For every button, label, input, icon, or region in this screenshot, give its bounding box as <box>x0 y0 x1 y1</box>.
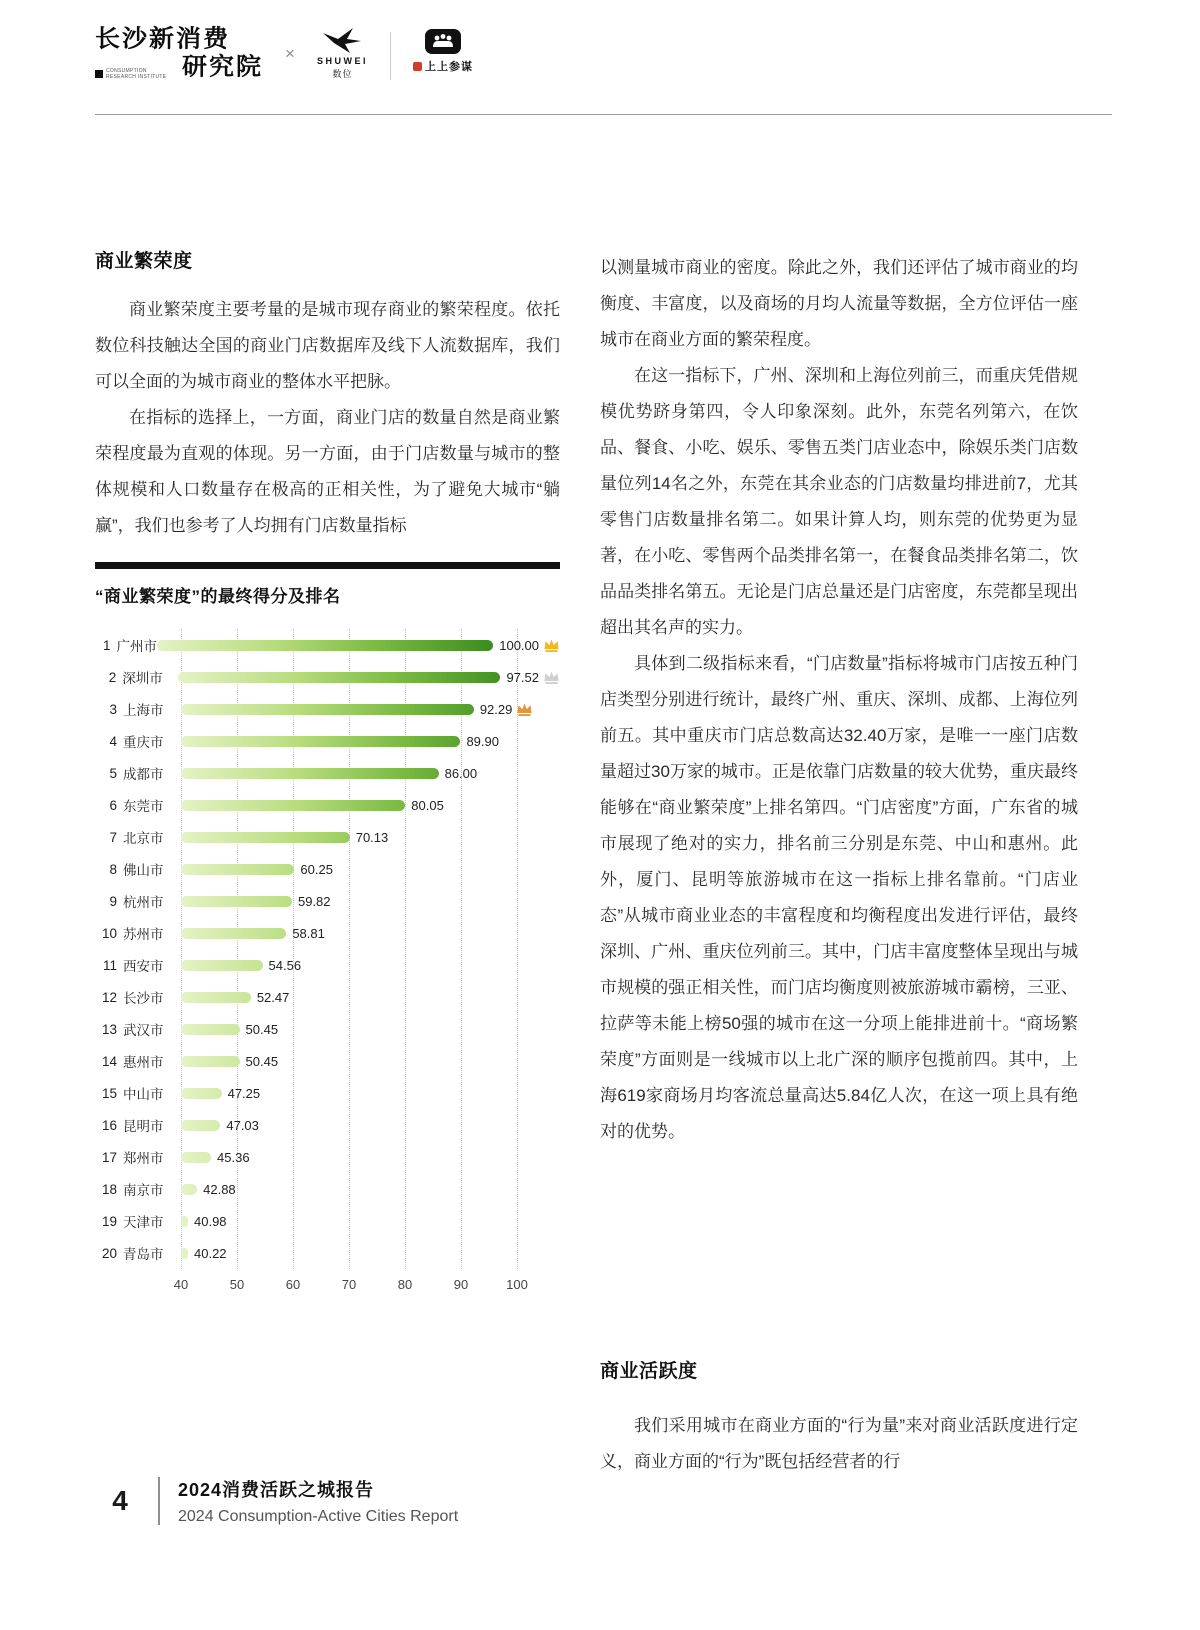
axis-tick-label: 40 <box>173 1277 189 1292</box>
bar-plot <box>181 1045 560 1077</box>
chart-row <box>95 629 560 661</box>
footer-titles <box>178 1476 458 1526</box>
score-value: 70.13 <box>355 829 389 845</box>
chart-row <box>95 1045 560 1077</box>
bar-plot <box>181 821 560 853</box>
score-value: 58.81 <box>292 925 325 941</box>
chart-row <box>95 757 560 789</box>
score-value: 50.45 <box>245 1053 279 1069</box>
score-value: 97.52 <box>506 669 539 685</box>
score-value: 47.03 <box>226 1117 259 1133</box>
chart-row <box>95 789 560 821</box>
city-label: 郑州市 <box>123 1151 164 1166</box>
right-paragraph-2: 在这一指标下，广州、深圳和上海位列前三，而重庆凭借规模优势跻身第四，令人印象深刻。此外，东莞名列第六，在饮品、餐食、小吃、娱乐、零售五类门店业态中，除娱乐类门店数量位列14名之外，东莞在其余业态的门店数量均排进前7，尤其零售门店数量排名第二。如果计算人均，则东莞的优势更为显著，在小吃、零售两个品类排名第一，在餐食品类排名第二，饮品品类排名第五。无论是门店总量还是门店密度，东莞都呈现出超出其名声的实力。 <box>600 366 1078 637</box>
axis-tick-label: 80 <box>397 1277 413 1292</box>
chart-title: “商业繁荣度”的最终得分及排名 <box>95 587 341 606</box>
rank-label: 8 <box>109 861 117 877</box>
left-paragraph-1: 商业繁荣度主要考量的是城市现存商业的繁荣程度。依托数位科技触达全国的商业门店数据库及线下人流数据库，我们可以全面的为城市商业的整体水平把脉。 <box>95 300 560 391</box>
bar-plot <box>181 1173 560 1205</box>
score-value: 40.98 <box>194 1213 227 1229</box>
rank-label: 13 <box>101 1021 117 1037</box>
score-value: 47.25 <box>227 1085 261 1101</box>
rank-label: 15 <box>101 1085 117 1101</box>
score-bar <box>181 768 439 779</box>
institute-logo-line1: 长沙新消费 <box>95 25 231 53</box>
crown-icon <box>516 702 533 717</box>
city-label: 东莞市 <box>123 799 164 814</box>
score-value: 59.82 <box>297 893 331 909</box>
chart-row <box>95 1077 560 1109</box>
page-footer <box>100 1476 458 1526</box>
city-label: 北京市 <box>123 831 164 846</box>
score-value: 89.90 <box>466 733 499 749</box>
rank-label: 9 <box>109 893 117 909</box>
city-label: 长沙市 <box>123 991 164 1006</box>
bar-plot <box>181 789 560 821</box>
city-label: 重庆市 <box>123 735 164 750</box>
score-bar <box>181 960 263 971</box>
bar-plot <box>181 853 560 885</box>
score-bar <box>181 736 460 747</box>
institute-logo-line2: 研究院 <box>182 53 264 81</box>
chart-row <box>95 981 560 1013</box>
axis-tick-label: 60 <box>285 1277 301 1292</box>
chart-row <box>95 853 560 885</box>
section-heading-activity: 商业活跃度 <box>600 1361 698 1382</box>
score-bar <box>181 928 286 939</box>
city-label: 佛山市 <box>123 863 164 878</box>
axis-tick-label: 50 <box>229 1277 245 1292</box>
chart-row <box>95 661 560 693</box>
bar-plot <box>181 1141 560 1173</box>
city-label: 深圳市 <box>122 671 163 686</box>
score-bar <box>181 1088 222 1099</box>
rank-label: 2 <box>108 669 117 685</box>
score-bar <box>181 1120 220 1131</box>
bar-plot <box>181 1109 560 1141</box>
shangshang-canmou-name: 上上参谋 <box>424 61 473 73</box>
rank-label: 11 <box>102 957 117 973</box>
rank-label: 4 <box>109 733 117 749</box>
rank-label: 1 <box>102 637 111 653</box>
city-label: 中山市 <box>123 1087 164 1102</box>
score-bar <box>181 864 294 875</box>
report-title-cn: 2024消费活跃之城报告 <box>178 1480 375 1500</box>
score-bar <box>181 992 251 1003</box>
bar-plot <box>181 1077 560 1109</box>
rank-label: 3 <box>109 701 117 717</box>
score-bar <box>181 1248 188 1259</box>
chart-row <box>95 1205 560 1237</box>
page-number: 4 <box>112 1485 128 1516</box>
bar-plot <box>181 981 560 1013</box>
rank-label: 12 <box>101 989 117 1005</box>
score-value: 50.45 <box>245 1021 279 1037</box>
score-value: 40.22 <box>194 1245 227 1261</box>
chart-section <box>95 562 560 1295</box>
score-value: 100.00 <box>499 637 539 653</box>
chart-x-axis <box>173 1277 560 1295</box>
city-label: 天津市 <box>123 1215 164 1230</box>
rank-label: 19 <box>101 1213 117 1229</box>
rank-label: 17 <box>101 1149 117 1165</box>
page-body <box>95 250 1078 1480</box>
score-bar <box>181 832 350 843</box>
axis-tick-label: 70 <box>341 1277 357 1292</box>
city-label: 杭州市 <box>123 895 164 910</box>
page-header <box>95 26 473 81</box>
shangshang-canmou-logo <box>413 28 473 74</box>
chart-row <box>95 917 560 949</box>
chart-row <box>95 1141 560 1173</box>
shuwei-wordmark: SHUWEI <box>316 56 368 66</box>
city-label: 南京市 <box>123 1183 164 1198</box>
chart-row <box>95 821 560 853</box>
city-label: 苏州市 <box>123 927 164 942</box>
bar-plot <box>181 885 560 917</box>
score-value: 42.88 <box>203 1181 236 1197</box>
rank-label: 7 <box>109 829 117 845</box>
score-bar <box>178 672 500 683</box>
score-bar <box>181 704 474 715</box>
left-column <box>95 250 560 1480</box>
right-paragraph-3: 具体到二级指标来看，“门店数量”指标将城市门店按五种门店类型分别进行统计，最终广州、重庆、深圳、成都、上海位列前五。其中重庆市门店总数高达32.40万家，是唯一一座门店数量超过30万家的城市。正是依靠门店数量的较大优势，重庆最终能够在“商业繁荣度”上排名第四。“门店密度”方面，广东省的城市展现了绝对的实力，排名前三分别是东莞、中山和惠州。此外，厦门、昆明等旅游城市在这一指标上排名靠前。“门店业态”从城市商业业态的丰富程度和均衡程度出发进行评估，最终深圳、广州、重庆位列前三。其中，门店丰富度整体呈现出与城市规模的强正相关性，而门店均衡度则被旅游城市霸榜，三亚、拉萨等未能上榜50强的城市在这一分项上能排进前十。“商场繁荣度”方面则是一线城市以上北广深的顺序包揽前四。其中，上海619家商场月均客流总量高达5.84亿人次，在这一项上具有绝对的优势。 <box>600 654 1078 1141</box>
header-rule <box>95 114 1112 115</box>
axis-tick-label: 100 <box>506 1277 528 1292</box>
score-bar <box>181 800 405 811</box>
left-paragraph-2: 在指标的选择上，一方面，商业门店的数量自然是商业繁荣程度最为直观的体现。另一方面，由于门店数量与城市的整体规模和人口数量存在极高的正相关性，为了避免大城市“躺赢”，我们也参考了人均拥有门店数量指标 <box>95 408 560 535</box>
right-paragraph-1: 以测量城市商业的密度。除此之外，我们还评估了城市商业的均衡度、丰富度，以及商场的月均人流量等数据，全方位评估一座城市在商业方面的繁荣程度。 <box>600 258 1078 349</box>
header-divider <box>390 32 391 80</box>
rank-label: 20 <box>101 1245 117 1261</box>
bar-plot <box>157 629 560 661</box>
bar-plot <box>178 661 560 693</box>
score-value: 52.47 <box>256 989 290 1005</box>
bar-plot <box>181 949 560 981</box>
score-bar <box>181 1024 240 1035</box>
rank-label: 6 <box>109 797 117 813</box>
shuwei-bird-icon <box>321 28 363 54</box>
bar-plot <box>181 1013 560 1045</box>
axis-tick-label: 90 <box>453 1277 469 1292</box>
chart-rows <box>95 629 560 1269</box>
score-bar <box>157 640 493 651</box>
score-bar <box>181 1216 188 1227</box>
right-column <box>600 250 1078 1480</box>
bar-plot <box>181 917 560 949</box>
score-bar <box>181 1056 240 1067</box>
city-label: 青岛市 <box>123 1247 164 1262</box>
score-value: 45.36 <box>217 1149 250 1165</box>
bar-plot <box>181 693 560 725</box>
rank-label: 18 <box>101 1181 117 1197</box>
score-value: 86.00 <box>444 765 478 781</box>
red-seal-icon <box>413 62 422 71</box>
chart-title-bar <box>95 562 560 569</box>
city-label: 惠州市 <box>123 1055 164 1070</box>
crown-icon <box>543 670 560 685</box>
chart-row <box>95 949 560 981</box>
city-label: 西安市 <box>123 959 164 974</box>
score-bar <box>181 1184 197 1195</box>
rank-label: 10 <box>101 925 117 941</box>
bar-plot <box>181 725 560 757</box>
score-value: 54.56 <box>268 957 302 973</box>
institute-logo-subtitle: CONSUMPTION RESEARCH INSTITUTE <box>106 67 167 80</box>
right-paragraph-4: 我们采用城市在商业方面的“行为量”来对商业活跃度进行定义，商业方面的“行为”既包括经营者的行 <box>600 1416 1078 1471</box>
chart-row <box>95 1173 560 1205</box>
section-heading-prosperity: 商业繁荣度 <box>95 251 193 272</box>
city-label: 成都市 <box>123 767 164 782</box>
rank-label: 5 <box>109 765 117 781</box>
bar-plot <box>181 757 560 789</box>
changsha-institute-logo <box>95 26 263 81</box>
score-bar <box>181 1152 211 1163</box>
shuwei-cn-name: 数位 <box>332 69 353 79</box>
chart-row <box>95 1109 560 1141</box>
chart-row <box>95 725 560 757</box>
bar-plot <box>181 1237 560 1269</box>
score-value: 92.29 <box>479 701 513 717</box>
collaboration-x-mark: × <box>285 44 295 63</box>
city-label: 广州市 <box>116 639 157 654</box>
score-value: 80.05 <box>411 797 444 813</box>
chart-row <box>95 885 560 917</box>
chart-row <box>95 1237 560 1269</box>
score-value: 60.25 <box>300 861 333 877</box>
rank-label: 16 <box>101 1117 117 1133</box>
report-title-en: 2024 Consumption-Active Cities Report <box>178 1508 459 1525</box>
city-label: 上海市 <box>123 703 164 718</box>
institute-logo-mark <box>95 70 103 78</box>
chart-row <box>95 1013 560 1045</box>
city-label: 昆明市 <box>123 1119 164 1134</box>
shangshang-canmou-icon <box>424 28 462 55</box>
score-bar <box>181 896 292 907</box>
city-label: 武汉市 <box>123 1023 164 1038</box>
crown-icon <box>543 638 560 653</box>
footer-divider <box>158 1477 160 1525</box>
shuwei-logo <box>317 28 368 80</box>
bar-plot <box>181 1205 560 1237</box>
prosperity-bar-chart <box>95 629 560 1295</box>
chart-row <box>95 693 560 725</box>
rank-label: 14 <box>101 1053 117 1069</box>
